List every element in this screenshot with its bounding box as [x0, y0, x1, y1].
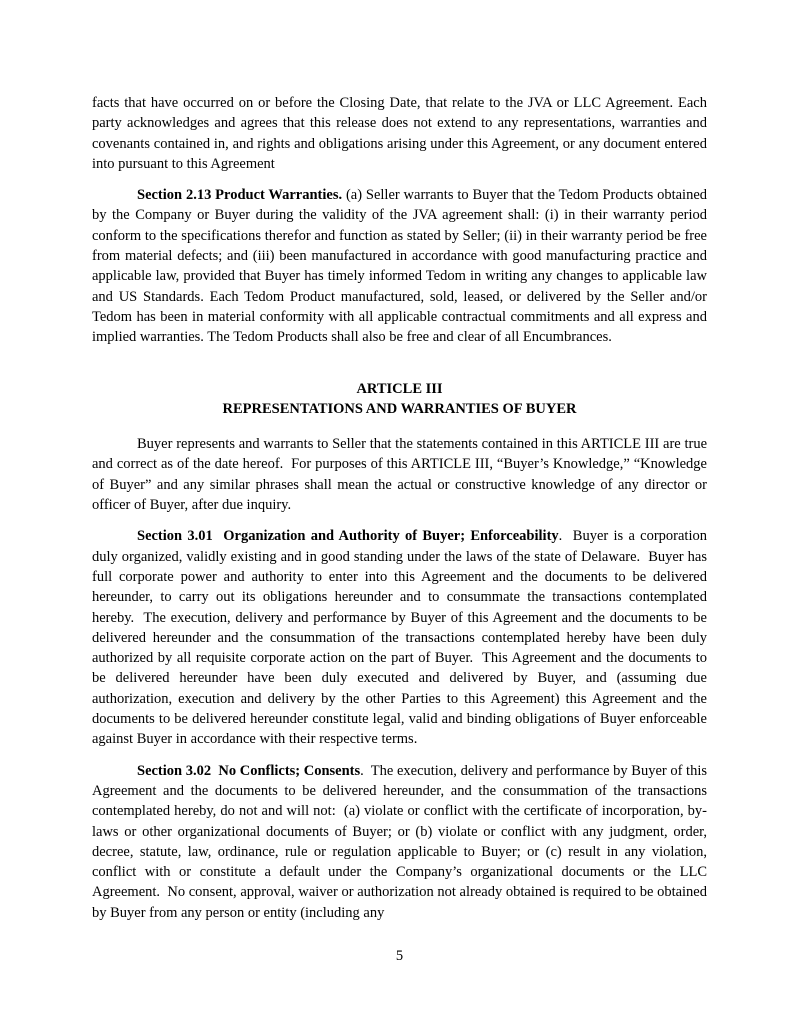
paragraph-section-2-13 [92, 185, 711, 347]
section-3-02-body: . The execution, delivery and performance by Buyer of this Agreement and the documents to be delivered hereunder, and the consummation of the transactions contemplated hereby, do not and will not: (a) violate or conflict with the certificate of incorporation, by-laws or other organizational documents of Buyer; or (b) violate or conflict with any judgment, order, decree, statute, law, ordinance, rule or regulation applicable to Buyer; or (c) result in any violation, conflict with or constitute a default under the Company’s organizational documents or the LLC Agreement. No consent, approval, waiver or authorization not already obtained is required to be obtained by Buyer from any person or entity (including any [92, 762, 711, 921]
paragraph-release-continuation: facts that have occurred on or before the Closing Date, that relate to the JVA or LLC Agreement. Each party acknowledges and agrees that this release does not extend to any representations, warranties and covenants contained in, and rights and obligations arising under this Agreement, or any document entered into pursuant to this Agreement [92, 95, 711, 172]
document-body [92, 93, 711, 934]
page-number: 5 [395, 948, 404, 964]
section-2-13-body: (a) Seller warrants to Buyer that the Tedom Products obtained by the Company or Buyer during the validity of the JVA agreement shall: (i) in their warranty period conform to the specifications therefor and function as stated by Seller; (ii) in their warranty period be free from material defects; and (iii) been manufactured in accordance with good manufacturing practice and applicable law, provided that Buyer has timely informed Tedom in writing any changes to applicable law and US Standards. Each Tedom Product manufactured, sold, leased, or delivered by the Seller and/or Tedom has been in material conformity with all applicable contractual commitments and all express and implied warranties. The Tedom Products shall also be free and clear of all Encumbrances. [92, 187, 711, 346]
section-3-01-body: . Buyer is a corporation duly organized, validly existing and in good standing under the laws of the state of Delaware. Buyer has full corporate power and authority to enter into this Agreement and the documents to be delivered hereunder, to carry out its obligations hereunder and to consummate the transactions contemplated hereby. The execution, delivery and performance by Buyer of this Agreement and the documents to be delivered hereunder and the consummation of the transactions contemplated hereby have been duly authorized by all requisite corporate action on the part of Buyer. This Agreement and the documents to be delivered hereunder have been duly executed and delivered by Buyer, and (assuming due authorization, execution and delivery by the other Parties to this Agreement) this Agreement and the documents to be delivered hereunder constitute legal, valid and binding obligations of Buyer enforceable against Buyer in accordance with their respective terms. [92, 528, 711, 748]
paragraph-section-3-02 [92, 761, 711, 923]
paragraph-section-3-01 [92, 526, 711, 749]
section-3-02-lead: Section 3.02 No Conflicts; Consents [137, 762, 361, 779]
section-2-13-lead: Section 2.13 Product Warranties. [137, 187, 343, 204]
paragraph-buyer-represents: Buyer represents and warrants to Seller that the statements contained in this ARTICLE III are true and correct as of the date hereof. For purposes of this ARTICLE III, “Buyer’s Knowledge,” “Knowledge of Buyer” and any similar phrases shall mean the actual or constructive knowledge of any director or officer of Buyer, after due inquiry. [92, 436, 711, 514]
section-3-01-lead: Section 3.01 Organization and Authority of Buyer; Enforceability [137, 528, 559, 545]
article-iii-heading [92, 379, 707, 420]
article-iii-subtitle: REPRESENTATIONS AND WARRANTIES OF BUYER [222, 400, 577, 417]
article-iii-title: ARTICLE III [356, 380, 443, 397]
